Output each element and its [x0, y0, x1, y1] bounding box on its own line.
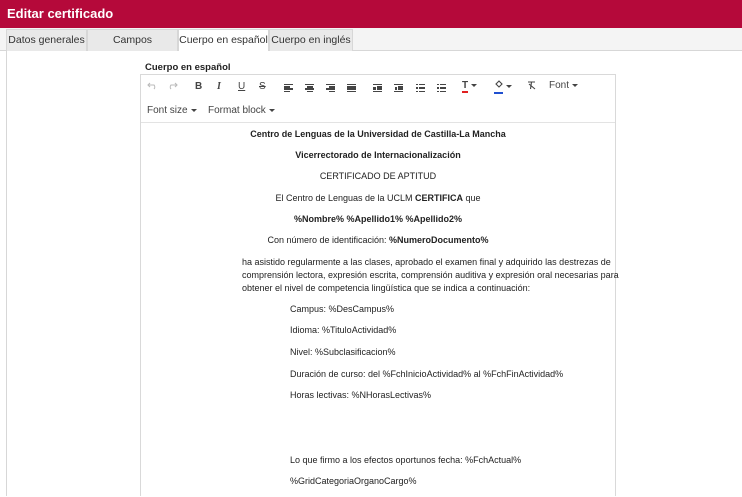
doc-heading-certificado: CERTIFICADO DE APTITUD: [319, 171, 437, 181]
font-dropdown[interactable]: [549, 80, 578, 91]
background-color-button[interactable]: [494, 80, 512, 94]
doc-paragraph-line-1: ha asistido regularmente a las clases, aprobado el examen final y adquirido las destrezas de: [242, 257, 611, 267]
chevron-down-icon: [191, 109, 197, 112]
tab-campos-dinamicos[interactable]: Campos: [87, 29, 178, 51]
tab-datos-generales[interactable]: Datos generales: [6, 29, 87, 51]
doc-line-certifica-pre: El Centro de Lenguas de la UCLM: [275, 193, 416, 203]
doc-grid-cargo: %GridCategoriaOrganoCargo%: [290, 476, 417, 486]
align-right-icon[interactable]: [326, 84, 335, 92]
doc-paragraph-line-2: comprensión lectora, expresión escrita, comprensión auditiva y expresión oral necesarias para: [242, 270, 619, 280]
bold-button[interactable]: B: [195, 81, 203, 92]
doc-nivel: Nivel: %Subclasificacion%: [290, 347, 396, 357]
doc-horas: Horas lectivas: %NHorasLectivas%: [290, 390, 432, 400]
doc-line-documento-bold: %NumeroDocumento%: [389, 235, 489, 245]
doc-campus: Campus: %DesCampus%: [290, 304, 395, 314]
text-color-icon: T: [462, 80, 469, 91]
format-block-label: Format block: [208, 105, 266, 116]
fill-color-icon: [494, 80, 503, 94]
tab-strip: [0, 28, 742, 51]
doc-heading-centro: Centro de Lenguas de la Universidad de Castilla-La Mancha: [250, 129, 506, 139]
doc-line-certifica-bold: CERTIFICA: [415, 193, 464, 203]
indent-icon[interactable]: [394, 84, 403, 92]
editor-content[interactable]: [141, 124, 619, 497]
outdent-icon[interactable]: [373, 84, 382, 92]
doc-firma: Lo que firmo a los efectos oportunos fecha: %FchActual%: [290, 455, 522, 465]
format-block-dropdown[interactable]: [208, 105, 275, 116]
window-title: Editar certificado: [0, 0, 742, 28]
redo-icon[interactable]: [167, 81, 178, 93]
chevron-down-icon: [471, 84, 477, 87]
chevron-down-icon: [506, 85, 512, 88]
doc-duracion: Duración de curso: del %FchInicioActividad% al %FchFinActividad%: [290, 369, 564, 379]
doc-line-documento-pre: Con número de identificación:: [267, 235, 390, 245]
align-left-icon[interactable]: [284, 84, 293, 92]
undo-icon[interactable]: [147, 81, 158, 93]
doc-paragraph-line-3: obtener el nivel de competencia lingüística que se indica a continuación:: [242, 283, 531, 293]
editor-toolbar: [141, 75, 615, 123]
doc-line-certifica-post: que: [463, 193, 481, 203]
tab-cuerpo-espanol[interactable]: Cuerpo en español: [178, 29, 269, 52]
rich-text-editor: [140, 74, 619, 496]
align-center-icon[interactable]: [305, 84, 314, 92]
clear-format-icon[interactable]: [527, 81, 537, 93]
tab-cuerpo-ingles[interactable]: Cuerpo en inglés: [269, 29, 353, 51]
chevron-down-icon: [572, 84, 578, 87]
editor-field-label: Cuerpo en español: [145, 62, 231, 73]
font-dropdown-label: Font: [549, 80, 570, 91]
doc-line-certifica: [141, 193, 615, 203]
underline-button[interactable]: U: [238, 81, 246, 92]
unordered-list-icon[interactable]: [416, 84, 425, 92]
strikethrough-button[interactable]: S: [259, 81, 266, 92]
italic-button[interactable]: I: [217, 81, 221, 92]
ordered-list-icon[interactable]: [437, 84, 446, 92]
doc-heading-vicerrectorado: Vicerrectorado de Internacionalización: [295, 150, 461, 160]
doc-line-nombre: %Nombre% %Apellido1% %Apellido2%: [293, 214, 463, 224]
doc-idioma: Idioma: %TituloActividad%: [290, 325, 397, 335]
font-size-dropdown[interactable]: [147, 105, 197, 116]
doc-line-documento: [141, 235, 615, 245]
chevron-down-icon: [269, 109, 275, 112]
text-color-button[interactable]: [462, 80, 477, 93]
font-size-label: Font size: [147, 105, 188, 116]
align-justify-icon[interactable]: [347, 84, 356, 92]
